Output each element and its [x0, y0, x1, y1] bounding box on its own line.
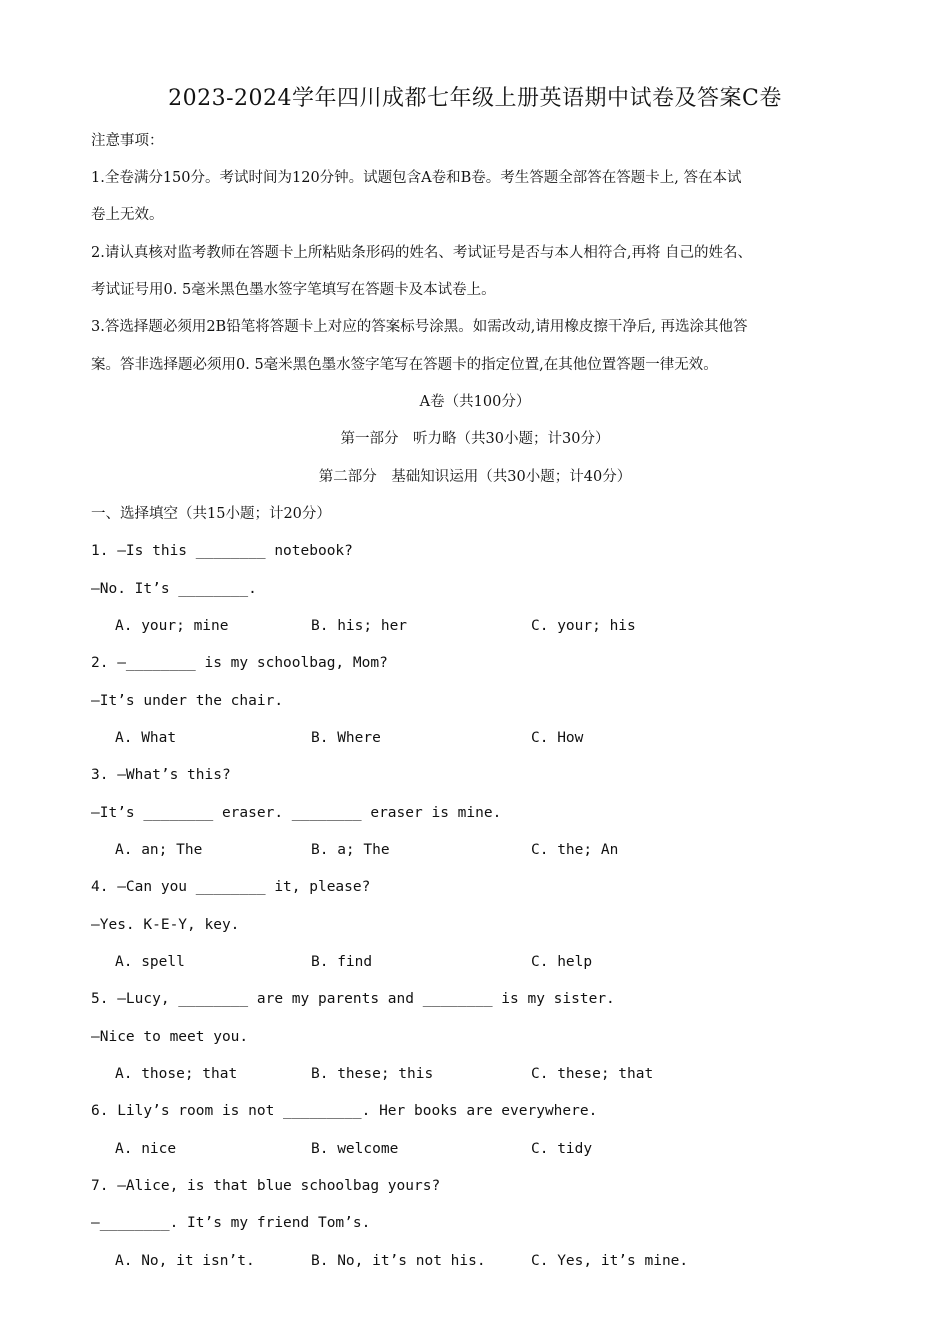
question-7-option-a: A. No, it isn’t.	[115, 1253, 255, 1269]
question-7-option-c: C. Yes, it’s mine.	[531, 1253, 689, 1269]
question-6-option-b: B. welcome	[311, 1141, 399, 1157]
question-5-response: —Nice to meet you.	[91, 1029, 249, 1045]
question-1-stem: 1. —Is this ________ notebook?	[91, 543, 353, 559]
notice-heading: 注意事项：	[91, 133, 164, 149]
question-4-option-a: A. spell	[115, 954, 185, 970]
question-2-stem: 2. —________ is my schoolbag, Mom?	[91, 655, 388, 671]
notice-item-2-cont: 考试证号用0. 5毫米黑色墨水签字笔填写在答题卡及本试卷上。	[91, 282, 496, 298]
question-6-option-a: A. nice	[115, 1141, 177, 1157]
question-5-option-c: C. these; that	[531, 1066, 654, 1082]
question-6-option-c: C. tidy	[531, 1141, 593, 1157]
question-7-stem: 7. —Alice, is that blue schoolbag yours?	[91, 1178, 441, 1194]
question-4-option-b: B. find	[311, 954, 373, 970]
question-1-option-a: A. your; mine	[115, 618, 229, 634]
notice-item-2: 2.请认真核对监考教师在答题卡上所粘贴条形码的姓名、考试证号是否与本人相符合,再将 自己的姓名、	[91, 245, 753, 261]
question-4-response: —Yes. K-E-Y, key.	[91, 917, 240, 933]
question-2-option-b: B. Where	[311, 730, 381, 746]
question-1-option-b: B. his; her	[311, 618, 408, 634]
question-5-option-b: B. these; this	[311, 1066, 434, 1082]
notice-item-1: 1.全卷满分150分。考试时间为120分钟。试题包含A卷和B卷。考生答题全部答在答题卡上, 答在本试	[91, 170, 742, 186]
question-1-option-c: C. your; his	[531, 618, 636, 634]
question-5-stem: 5. —Lucy, ________ are my parents and ________ is my sister.	[91, 991, 615, 1007]
question-5-option-a: A. those; that	[115, 1066, 238, 1082]
question-3-response: —It’s ________ eraser. ________ eraser is mine.	[91, 805, 502, 821]
notice-item-1-cont: 卷上无效。	[91, 207, 164, 223]
question-2-response: —It’s under the chair.	[91, 693, 284, 709]
question-6-stem: 6. Lily’s room is not _________. Her books are everywhere.	[91, 1103, 598, 1119]
question-4-stem: 4. —Can you ________ it, please?	[91, 879, 371, 895]
question-2-option-c: C. How	[531, 730, 584, 746]
question-3-option-b: B. a; The	[311, 842, 390, 858]
question-3-stem: 3. —What’s this?	[91, 767, 231, 783]
subsection-1-heading: 一、选择填空（共15小题；计20分）	[91, 506, 331, 522]
question-7-response: —________. It’s my friend Tom’s.	[91, 1215, 371, 1231]
question-3-option-a: A. an; The	[115, 842, 203, 858]
part-1-heading: 第一部分 听力略（共30小题；计30分）	[340, 431, 610, 447]
notice-item-3-cont: 案。答非选择题必须用0. 5毫米黑色墨水签字笔写在答题卡的指定位置,在其他位置答题一律无效。	[91, 357, 718, 373]
question-1-response: —No. It’s ________.	[91, 581, 257, 597]
notice-item-3: 3.答选择题必须用2B铅笔将答题卡上对应的答案标号涂黑。如需改动,请用橡皮擦干净后, 再选涂其他答	[91, 319, 748, 335]
question-2-option-a: A. What	[115, 730, 177, 746]
part-2-heading: 第二部分 基础知识运用（共30小题；计40分）	[318, 469, 632, 485]
question-4-option-c: C. help	[531, 954, 593, 970]
section-a-heading: A卷（共100分）	[419, 394, 531, 410]
page-title: 2023-2024学年四川成都七年级上册英语期中试卷及答案C卷	[168, 86, 782, 111]
question-3-option-c: C. the; An	[531, 842, 619, 858]
question-7-option-b: B. No, it’s not his.	[311, 1253, 486, 1269]
